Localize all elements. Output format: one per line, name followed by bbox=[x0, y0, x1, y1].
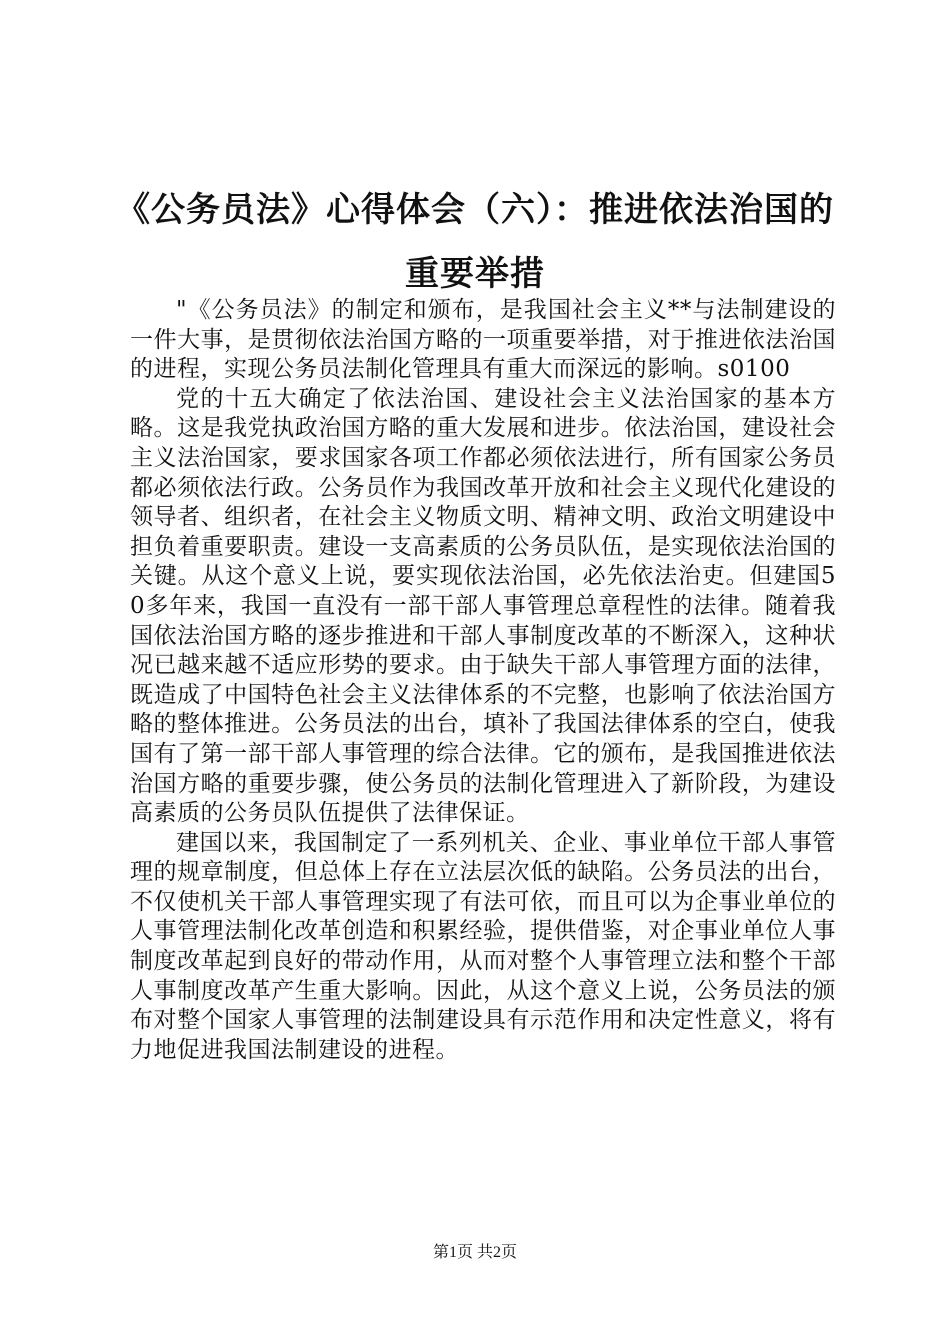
paragraph-3: 建国以来，我国制定了一系列机关、企业、事业单位干部人事管理的规章制度，但总体上存在立法层次低的缺陷。公务员法的出台，不仅使机关干部人事管理实现了有法可依，而且可以为企事业单位的人事管理法制化改革创造和积累经验，提供借鉴，对企事业单位人事制度改革起到良好的带动作用，从而对整个人事管理立法和整个干部人事制度改革产生重大影响。因此，从这个意义上说，公务员法的颁布对整个国家人事管理的法制建设具有示范作用和决定性意义，将有力地促进我国法制建设的进程。 bbox=[130, 829, 836, 1063]
paragraph-1: "《公务员法》的制定和颁布，是我国社会主义**与法制建设的一件大事，是贯彻依法治国方略的一项重要举措，对于推进依法治国的进程，实现公务员法制化管理具有重大而深远的影响。s0100 bbox=[130, 297, 836, 383]
document-title: 《公务员法》心得体会（六）：推进依法治国的重要举措 bbox=[116, 190, 834, 294]
page-number-footer: 第1页 共2页 bbox=[432, 1244, 517, 1261]
document-body bbox=[130, 296, 836, 1065]
paragraph-2: 党的十五大确定了依法治国、建设社会主义法治国家的基本方略。这是我党执政治国方略的重大发展和进步。依法治国，建设社会主义法治国家，要求国家各项工作都必须依法进行，所有国家公务员都必须依法行政。公务员作为我国改革开放和社会主义现代化建设的领导者、组织者，在社会主义物质文明、精神文明、政治文明建设中担负着重要职责。建设一支高素质的公务员队伍，是实现依法治国的关键。从这个意义上说，要实现依法治国，必先依法治吏。但建国50多年来，我国一直没有一部干部人事管理总章程性的法律。随着我国依法治国方略的逐步推进和干部人事制度改革的不断深入，这种状况已越来越不适应形势的要求。由于缺失干部人事管理方面的法律，既造成了中国特色社会主义法律体系的不完整，也影响了依法治国方略的整体推进。公务员法的出台，填补了我国法律体系的空白，使我国有了第一部干部人事管理的综合法律。它的颁布，是我国推进依法治国方略的重要步骤，使公务员的法制化管理进入了新阶段，为建设高素质的公务员队伍提供了法律保证。 bbox=[130, 385, 836, 827]
